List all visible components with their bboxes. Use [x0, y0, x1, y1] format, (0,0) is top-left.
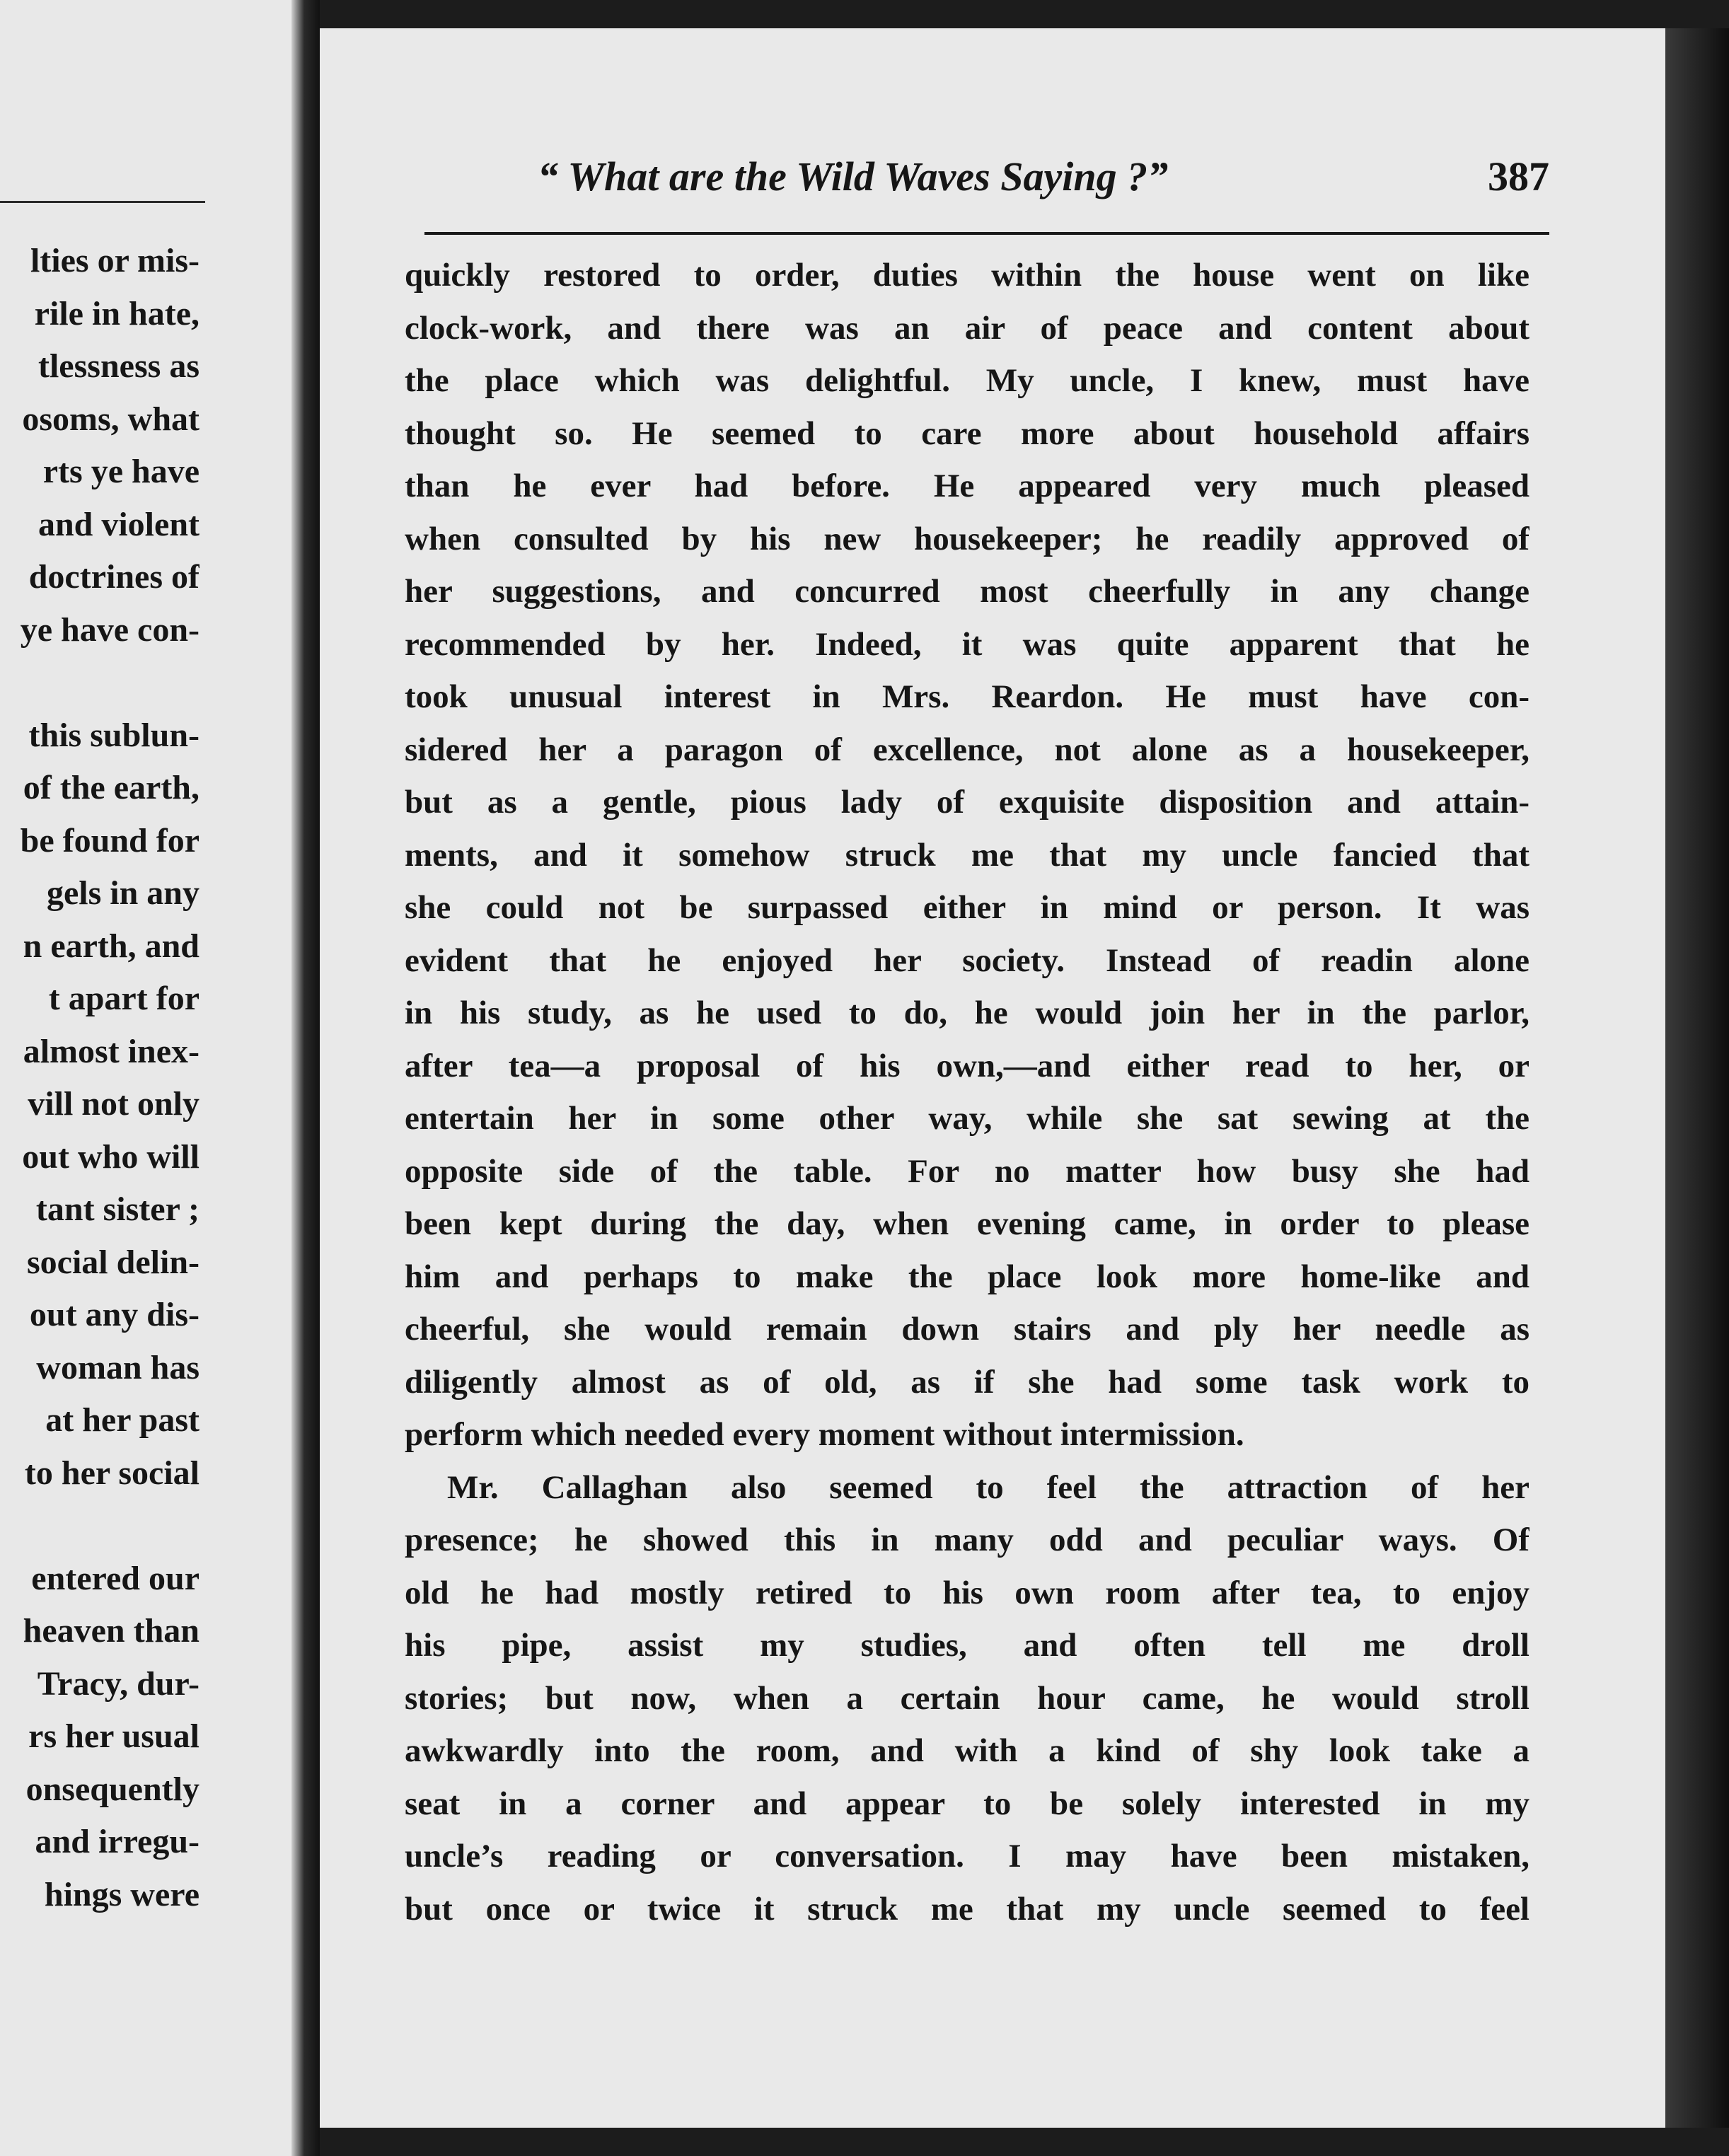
page-header [424, 141, 1549, 219]
text-line: at her past [45, 1401, 200, 1439]
text-line: she could not be surpassed either in mind or person. It was [405, 889, 1530, 926]
text-line: osoms, what [22, 400, 200, 438]
book-edge [1665, 28, 1729, 2128]
running-title: “ What are the Wild Waves Saying ?” [538, 153, 1169, 199]
text-line: lties or mis- [30, 242, 200, 279]
text-line: than he ever had before. He appeared very much pleased [405, 468, 1530, 504]
text-line: diligently almost as of old, as if she had some task work to [405, 1363, 1530, 1401]
text-line: of the earth, [23, 769, 200, 806]
text-line: this sublun- [28, 716, 200, 754]
text-line: her suggestions, and concurred most cheerfully in any change [405, 573, 1530, 610]
text-line: onsequently [25, 1770, 200, 1808]
text-line: tlessness as [37, 347, 200, 385]
text-line: sidered her a paragon of excellence, not alone as a housekeeper, [405, 731, 1530, 768]
text-line: seat in a corner and appear to be solely interested in my [405, 1785, 1530, 1822]
text-line: hings were [44, 1875, 200, 1913]
book-gutter [291, 0, 320, 2156]
text-line: awkwardly into the room, and with a kind of shy look take a [405, 1732, 1530, 1769]
right-page [320, 28, 1665, 2128]
text-line: presence; he showed this in many odd and peculiar ways. Of [405, 1522, 1530, 1558]
text-line: doctrines of [28, 558, 200, 596]
text-line: Mr. Callaghan also seemed to feel the attraction of her [447, 1468, 1530, 1506]
text-line: quickly restored to order, duties within the house went on like [405, 257, 1530, 294]
text-line: recommended by her. Indeed, it was quite apparent that he [405, 625, 1530, 663]
text-line: rts ye have [42, 453, 200, 490]
text-line: perform which needed every moment without intermission. [405, 1416, 1244, 1453]
text-line: to her social [24, 1454, 200, 1492]
text-line: uncle’s reading or conversation. I may have been mistaken, [405, 1838, 1530, 1874]
text-line [0, 1500, 200, 1553]
text-line: the place which was delightful. My uncle, I knew, must have [405, 362, 1530, 399]
text-line: out who will [22, 1137, 200, 1176]
text-line: ye have con- [20, 610, 200, 649]
text-line: evident that he enjoyed her society. Instead of readin alone [405, 941, 1530, 979]
left-page-text [0, 235, 200, 1921]
text-line: entertain her in some other way, while she sat sewing at the [405, 1100, 1530, 1137]
text-line: clock-work, and there was an air of peace and content about [405, 309, 1530, 347]
text-line: his pipe, assist my studies, and often tell me droll [405, 1627, 1530, 1664]
text-line: gels in any [46, 874, 200, 912]
text-line: out any dis- [29, 1296, 200, 1333]
text-line: but as a gentle, pious lady of exquisite disposition and attain- [405, 784, 1530, 821]
left-header-rule [0, 201, 205, 203]
text-line: after tea—a proposal of his own,—and either read to her, or [405, 1047, 1530, 1084]
text-line: social delin- [26, 1243, 200, 1281]
text-line: when consulted by his new housekeeper; he readily approved of [405, 520, 1530, 557]
text-line: n earth, and [23, 927, 200, 965]
text-line: woman has [36, 1348, 200, 1386]
text-line: rs her usual [28, 1717, 200, 1755]
text-line: and irregu- [35, 1823, 200, 1860]
text-line: him and perhaps to make the place look more home-like and [405, 1258, 1530, 1295]
text-line: stories; but now, when a certain hour came, he would stroll [405, 1679, 1530, 1717]
text-line: almost inex- [23, 1032, 200, 1070]
body-text [405, 249, 1530, 1935]
text-line: tant sister ; [35, 1190, 200, 1228]
text-line: old he had mostly retired to his own room after tea, to enjoy [405, 1574, 1530, 1611]
text-line [0, 656, 200, 709]
left-page-fragment [0, 0, 291, 2156]
text-line: Tracy, dur- [37, 1664, 200, 1703]
text-line: been kept during the day, when evening came, in order to please [405, 1205, 1530, 1242]
text-line: entered our [31, 1559, 200, 1597]
text-line: took unusual interest in Mrs. Reardon. He must have con- [405, 678, 1530, 715]
text-line: ments, and it somehow struck me that my uncle fancied that [405, 836, 1530, 874]
text-line: in his study, as he used to do, he would join her in the parlor, [405, 995, 1530, 1031]
text-line: be found for [20, 821, 200, 859]
text-line: and violent [37, 505, 200, 543]
text-line: vill not only [28, 1085, 200, 1123]
text-line: thought so. He seemed to care more about household affairs [405, 415, 1530, 452]
text-line: t apart for [48, 980, 200, 1017]
text-line: cheerful, she would remain down stairs and ply her needle as [405, 1311, 1530, 1348]
text-line: heaven than [23, 1612, 200, 1650]
header-rule [424, 232, 1549, 235]
text-line: but once or twice it struck me that my uncle seemed to feel [405, 1890, 1530, 1928]
text-line: rile in hate, [34, 294, 200, 332]
page-number: 387 [1488, 153, 1549, 199]
text-line: opposite side of the table. For no matter how busy she had [405, 1152, 1530, 1190]
